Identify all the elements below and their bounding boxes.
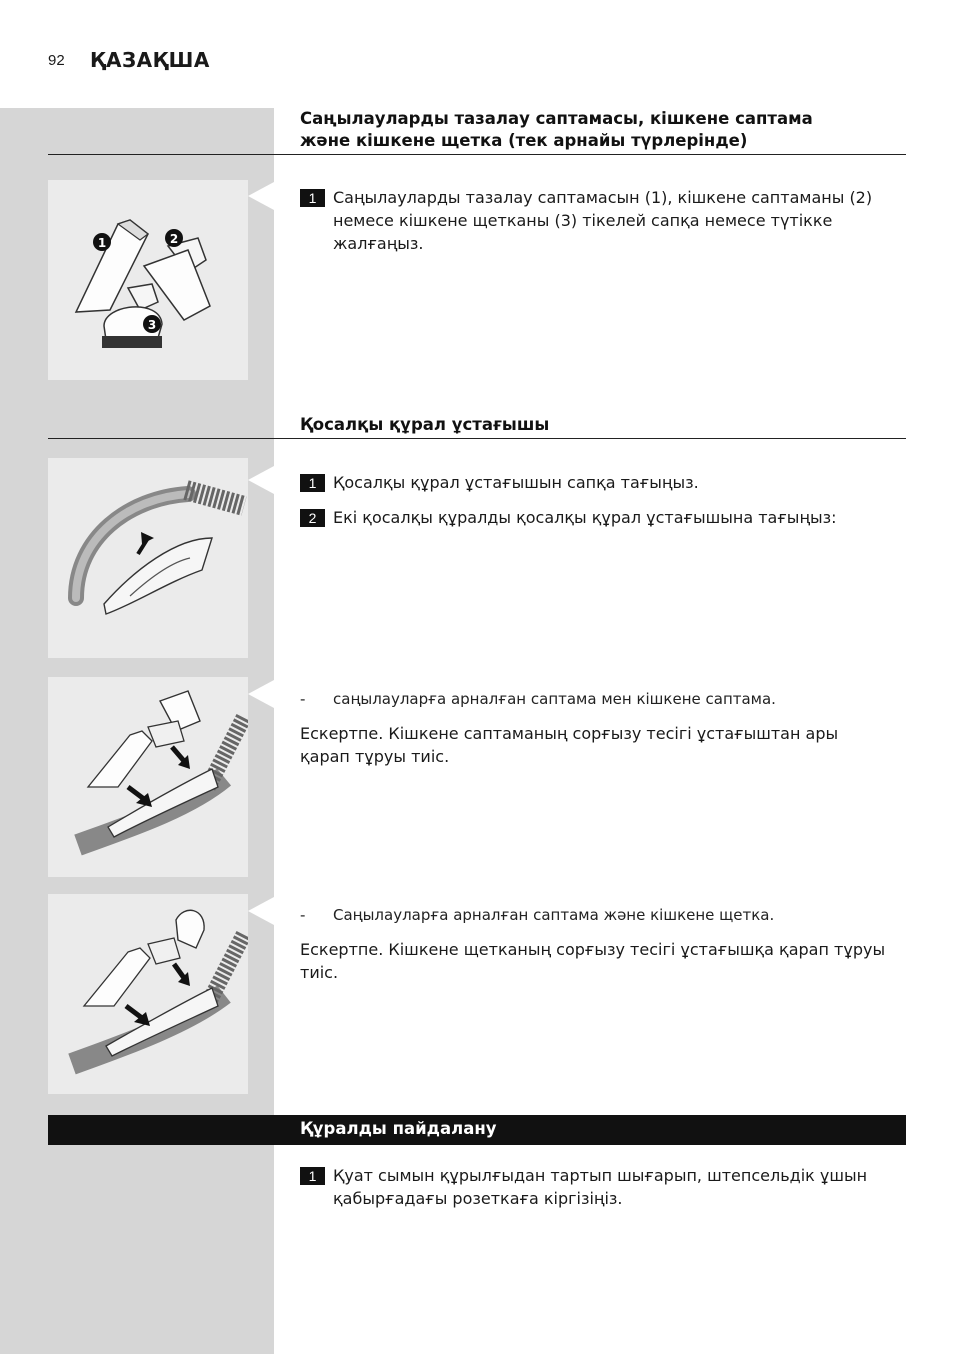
section-title-accessory-holder: Қосалқы құрал ұстағышы bbox=[300, 415, 550, 434]
bullet-item bbox=[300, 904, 880, 926]
step-number-badge: 1 bbox=[300, 189, 325, 207]
figure-pointer bbox=[248, 680, 274, 708]
figure-pointer bbox=[248, 897, 274, 925]
step-text: Екі қосалқы құралды қосалқы құрал ұстағышына тағыңыз: bbox=[333, 508, 837, 527]
figure-nozzles bbox=[48, 180, 248, 380]
step-item bbox=[300, 471, 880, 494]
section-divider bbox=[48, 438, 906, 439]
note-text: Ескертпе. Кішкене щетканың сорғызу тесігі ұстағышқа қарап тұруы тиіс. bbox=[300, 940, 886, 982]
figure-pointer bbox=[248, 182, 274, 210]
figure-label-2-text: 2 bbox=[169, 232, 179, 246]
figure-label-1-text: 1 bbox=[97, 236, 107, 250]
language-heading: ҚАЗАҚША bbox=[90, 48, 210, 72]
step-item bbox=[300, 1164, 880, 1210]
step-number-badge: 2 bbox=[300, 509, 325, 527]
step-text: Қосалқы құрал ұстағышын сапқа тағыңыз. bbox=[333, 473, 699, 492]
step-number-badge: 1 bbox=[300, 474, 325, 492]
figure-label-3-text: 3 bbox=[147, 318, 157, 332]
figure-accessory-holder bbox=[48, 458, 248, 658]
bullet-dash: - bbox=[300, 906, 306, 924]
figure-holder-with-small-brush bbox=[48, 894, 248, 1094]
bullet-text: Саңылауларға арналған саптама және кішкене щетка. bbox=[333, 906, 775, 924]
figure-holder-with-small-nozzle bbox=[48, 677, 248, 877]
section-title-using-appliance: Құралды пайдалану bbox=[300, 1119, 497, 1138]
bullet-item bbox=[300, 688, 880, 710]
section-header-bar bbox=[48, 1115, 906, 1145]
step-number-badge: 1 bbox=[300, 1167, 325, 1185]
step-text: Саңылауларды тазалау саптамасын (1), кішкене саптаманы (2) немесе кішкене щетканы (3) тікелей сапқа немесе түтікке жалғаңыз. bbox=[333, 188, 873, 253]
step-item bbox=[300, 506, 880, 529]
bullet-dash: - bbox=[300, 690, 306, 708]
note-text: Ескертпе. Кішкене саптаманың сорғызу тесігі ұстағыштан ары қарап тұруы тиіс. bbox=[300, 724, 839, 766]
section-title-line-1: Саңылауларды тазалау саптамасы, кішкене саптама bbox=[300, 109, 813, 128]
page-number: 92 bbox=[48, 52, 65, 69]
bullet-text: саңылауларға арналған саптама мен кішкене саптама. bbox=[333, 690, 776, 708]
section-title-line-2: және кішкене щетка (тек арнайы түрлерінде) bbox=[300, 131, 748, 150]
step-item bbox=[300, 186, 880, 255]
step-text: Қуат сымын құрылғыдан тартып шығарып, штепсельдік ұшын қабырғадағы розеткаға кіргізіңіз. bbox=[333, 1166, 868, 1208]
figure-pointer bbox=[248, 466, 274, 494]
section-title-crevice-tools bbox=[300, 108, 813, 152]
section-divider bbox=[48, 154, 906, 155]
